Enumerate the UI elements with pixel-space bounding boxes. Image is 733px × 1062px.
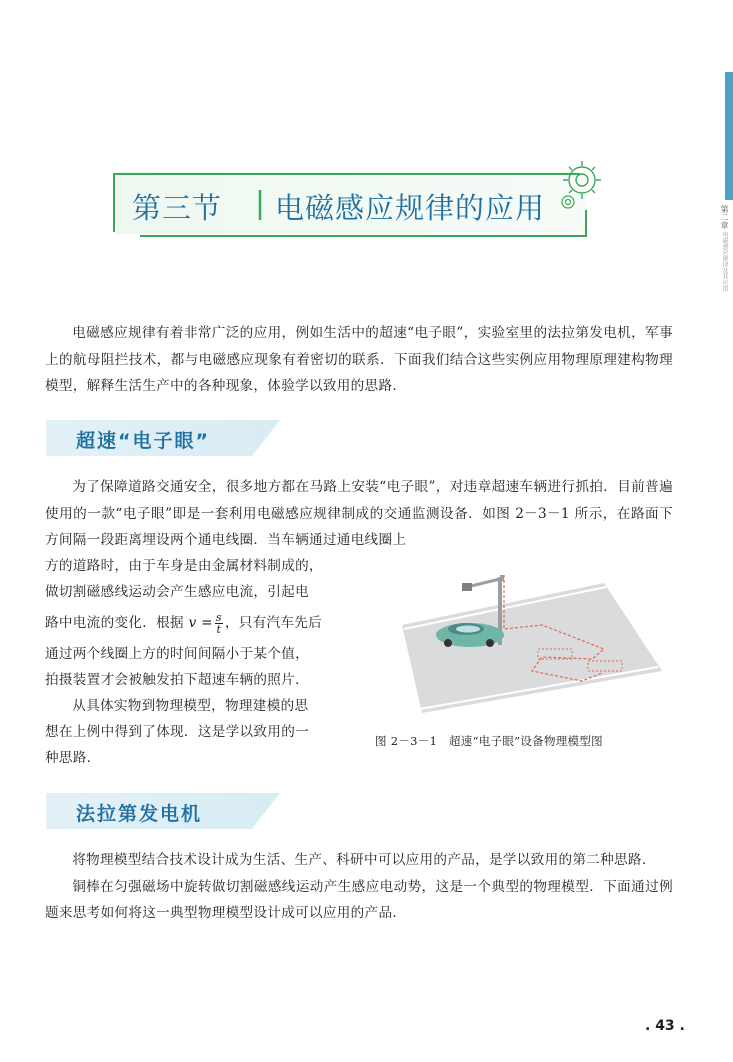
speed-camera-figure bbox=[392, 563, 672, 723]
figure-caption: 图 2－3－1 超速“电子眼”设备物理模型图 bbox=[375, 734, 603, 748]
formula-lhs: v = bbox=[188, 615, 213, 631]
section1-p1-text: 为了保障道路交通安全，很多地方都在马路上安装“电子眼”，对违章超速车辆进行抓拍．目前普遍使用的一款“电子眼”即是一套利用电磁感应规律制成的交通监测设备．如图 2－3－1 所示，在路面下方间隔一段距离埋设两个通电线圈．当车辆通过通电线圈上 bbox=[45, 479, 673, 548]
formula-denominator: t bbox=[216, 623, 222, 636]
text-line: 拍摄装置才会被触发拍下超速车辆的照片． bbox=[45, 672, 309, 688]
section2-paragraphs bbox=[45, 847, 673, 927]
car-icon bbox=[436, 623, 504, 647]
chapter-side-subtitle: 电磁感应规律及其应用 bbox=[721, 231, 728, 292]
text-line: 做切割磁感线运动会产生感应电流，引起电 bbox=[45, 584, 309, 600]
formula-suffix: ，只有汽车先后 bbox=[224, 615, 323, 631]
text-line: 方的道路时，由于车身是由金属材料制成的， bbox=[45, 558, 323, 574]
formula-line bbox=[45, 605, 365, 641]
camera-icon bbox=[462, 583, 472, 591]
formula-fraction bbox=[215, 612, 223, 635]
text-line: 想在上例中得到了体现．这是学以致用的一 bbox=[45, 724, 309, 740]
formula-prefix: 路中电流的变化．根据 bbox=[45, 615, 189, 631]
section-number: 第三节 bbox=[132, 191, 223, 225]
page-number: . 43 . bbox=[645, 1018, 685, 1034]
text-line: 种思路． bbox=[45, 750, 101, 766]
section1-heading: 超速“电子眼” bbox=[76, 430, 210, 452]
section1-left-column bbox=[45, 553, 365, 771]
section1-paragraph1 bbox=[45, 474, 673, 554]
section2-p2-text: 铜棒在匀强磁场中旋转做切割磁感线运动产生感应电动势，这是一个典型的物理模型．下面通过例题来思考如何将这一典型物理模型设计成可以应用的产品． bbox=[45, 878, 673, 921]
section-title: 电磁感应规律的应用 bbox=[275, 191, 546, 225]
section2-heading: 法拉第发电机 bbox=[76, 803, 203, 825]
text-line: 通过两个线圈上方的时间间隔小于某个值， bbox=[45, 646, 309, 662]
section2-p1-text: 将物理模型结合技术设计成为生活、生产、科研中可以应用的产品，是学以致用的第二种思路． bbox=[72, 852, 656, 868]
chapter-side-label bbox=[717, 205, 729, 292]
text-line: 从具体实物到物理模型，物理建模的思 bbox=[72, 698, 309, 714]
intro-paragraph bbox=[45, 320, 673, 400]
intro-text: 电磁感应规律有着非常广泛的应用，例如生活中的超速“电子眼”，实验室里的法拉第发电机，军事上的航母阻拦技术，都与电磁感应现象有着密切的联系．下面我们结合这些实例应用物理原理建构物理模型，解释生活生产中的各种现象，体验学以致用的思路． bbox=[45, 325, 673, 394]
chapter-side-title: 第二章 bbox=[720, 205, 729, 229]
chapter-tab-strip bbox=[725, 72, 733, 200]
formula-numerator: s bbox=[215, 611, 222, 624]
